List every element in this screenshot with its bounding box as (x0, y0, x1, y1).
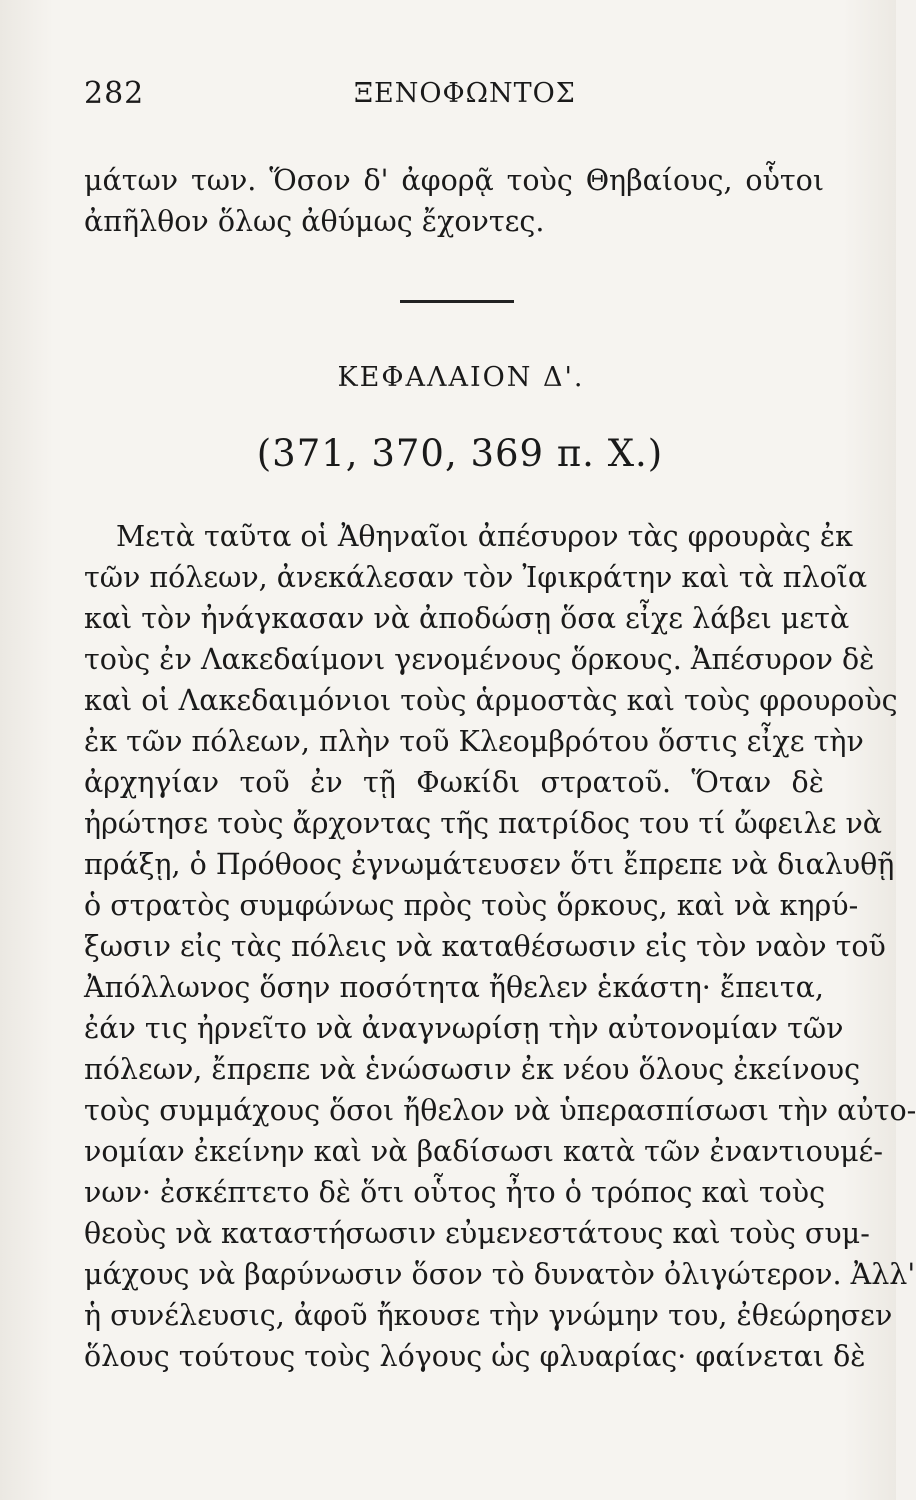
text-line: ξωσιν εἰς τὰς πόλεις νὰ καταθέσωσιν εἰς τὸν ναὸν τοῦ (84, 930, 886, 963)
text-line: μάτων των. Ὅσον δ' ἀφορᾷ τοὺς Θηβαίους, οὗτοι (84, 164, 824, 197)
text-line: ἡ συνέλευσις, ἀφοῦ ἤκουσε τὴν γνώμην του, ἐθεώρησεν (84, 1299, 893, 1332)
text-line: ἀπῆλθον ὅλως ἀθύμως ἔχοντες. (84, 205, 545, 238)
text-line: πράξῃ, ὁ Πρόθοος ἐγνωμάτευσεν ὅτι ἔπρεπε νὰ διαλυθῇ (84, 848, 895, 881)
text-line: πόλεων, ἔπρεπε νὰ ἑνώσωσιν ἐκ νέου ὅλους ἐκείνους (84, 1053, 861, 1086)
text-line: καὶ τὸν ἠνάγκασαν νὰ ἀποδώσῃ ὅσα εἶχε λάβει μετὰ (84, 602, 850, 635)
text-line: ἐκ τῶν πόλεων, πλὴν τοῦ Κλεομβρότου ὅστις εἶχε τὴν (84, 725, 864, 758)
text-line: ὅλους τούτους τοὺς λόγους ὡς φλυαρίας· φαίνεται δὲ (84, 1340, 866, 1373)
text-line: θεοὺς νὰ καταστήσωσιν εὐμενεστάτους καὶ τοὺς συμ- (84, 1217, 870, 1250)
text-line: ὁ στρατὸς συμφώνως πρὸς τοὺς ὅρκους, καὶ νὰ κηρύ- (84, 889, 859, 922)
running-title: ΞΕΝΟΦΩΝΤΟΣ (354, 78, 576, 109)
text-line: νομίαν ἐκείνην καὶ νὰ βαδίσωσι κατὰ τῶν ἐναντιουμέ- (84, 1135, 884, 1168)
text-line: ἐάν τις ἠρνεῖτο νὰ ἀναγνωρίσῃ τὴν αὐτονομίαν τῶν (84, 1012, 844, 1045)
chapter-body (84, 516, 916, 1377)
text-line: ἀρχηγίαν τοῦ ἐν τῇ Φωκίδι στρατοῦ. Ὅταν δὲ (84, 766, 824, 799)
chapter-title: ΚΕΦΑΛΑΙΟΝ Δ'. (337, 362, 585, 393)
text-line: Μετὰ ταῦτα οἱ Ἀθηναῖοι ἀπέσυρον τὰς φρουρὰς ἐκ (116, 520, 853, 553)
text-line: τοὺς συμμάχους ὅσοι ἤθελον νὰ ὑπερασπίσωσι τὴν αὐτο- (84, 1094, 916, 1127)
previous-chapter-ending (84, 160, 824, 242)
chapter-dates: (371, 370, 369 π. Χ.) (256, 432, 664, 475)
text-line: ἠρώτησε τοὺς ἄρχοντας τῆς πατρίδος του τί ὤφειλε νὰ (84, 807, 883, 840)
running-head (84, 76, 824, 120)
page-number: 282 (84, 76, 145, 111)
text-line: Ἀπόλλωνος ὅσην ποσότητα ἤθελεν ἑκάστη· ἔπειτα, (84, 971, 824, 1004)
text-line: τοὺς ἐν Λακεδαίμονι γενομένους ὅρκους. Ἀπέσυρον δὲ (84, 643, 875, 676)
text-line: νων· ἐσκέπτετο δὲ ὅτι οὗτος ἦτο ὁ τρόπος καὶ τοὺς (84, 1176, 826, 1209)
section-divider-rule (400, 300, 514, 303)
text-line: μάχους νὰ βαρύνωσιν ὅσον τὸ δυνατὸν ὀλιγώτερον. Ἀλλ' (84, 1258, 916, 1291)
text-line: καὶ οἱ Λακεδαιμόνιοι τοὺς ἁρμοστὰς καὶ τοὺς φρουροὺς (84, 684, 898, 717)
text-line: τῶν πόλεων, ἀνεκάλεσαν τὸν Ἰφικράτην καὶ τὰ πλοῖα (84, 561, 868, 594)
